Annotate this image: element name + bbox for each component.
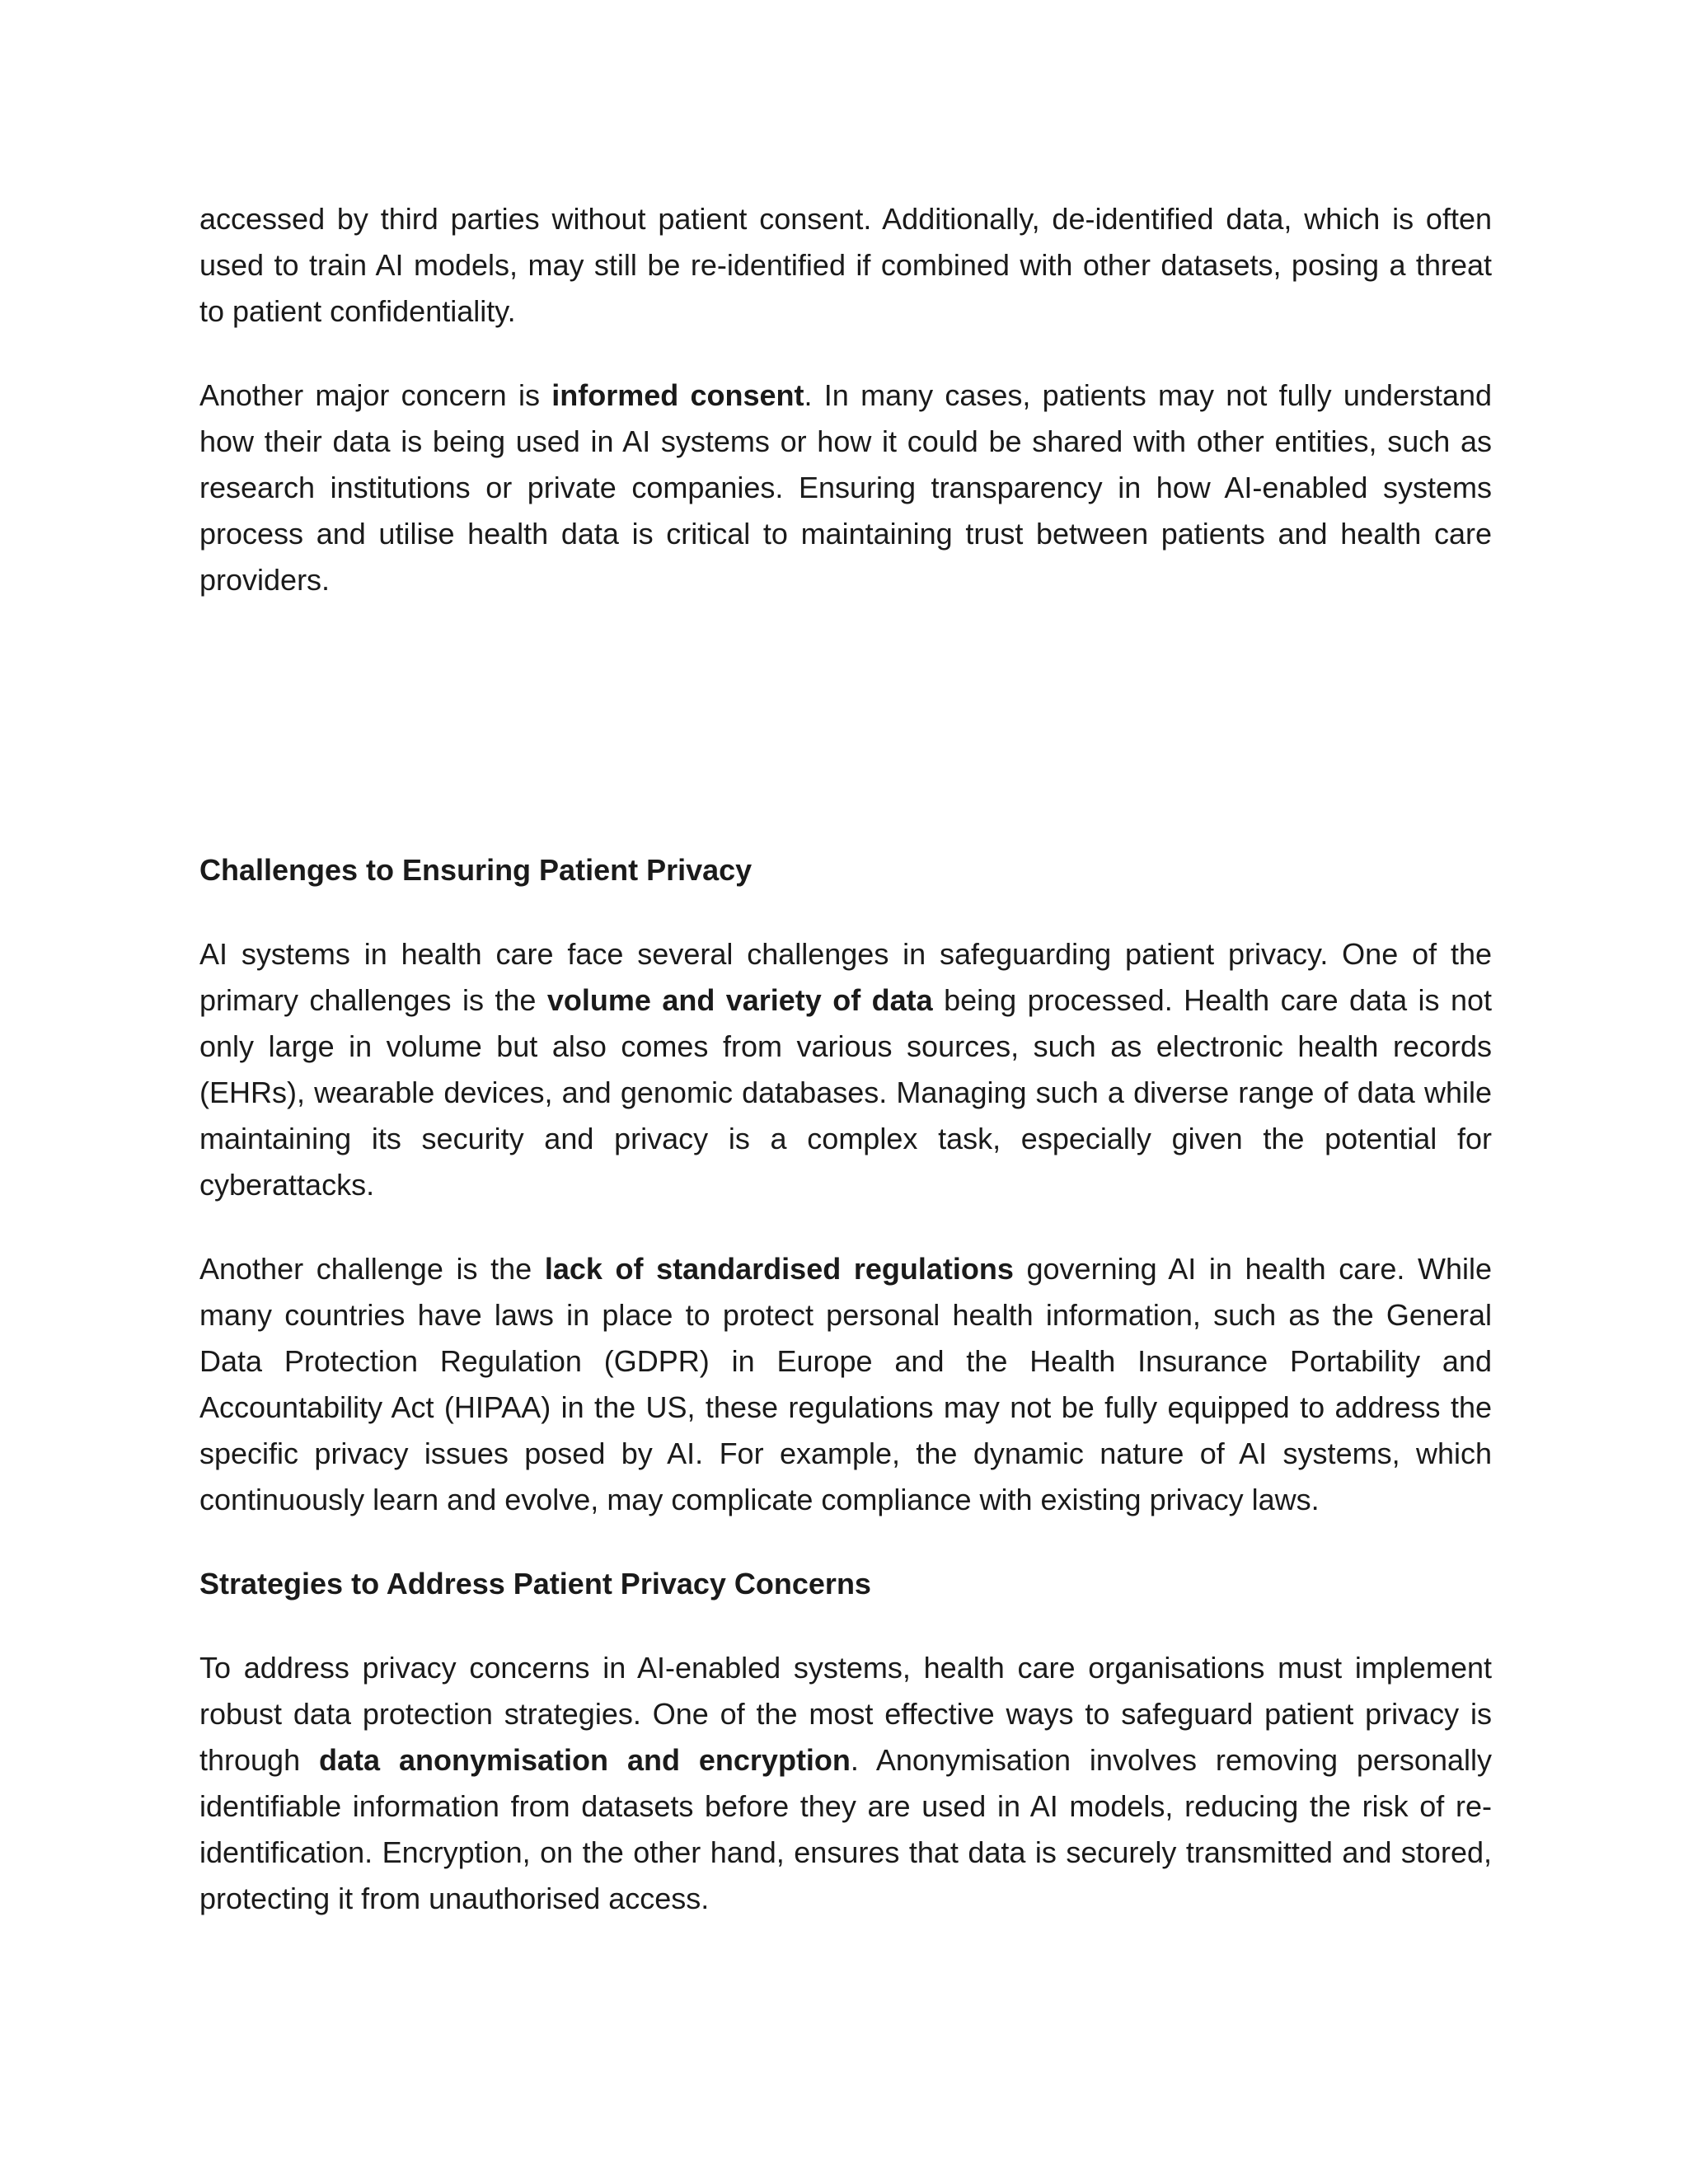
bold-term: volume and variety of data [546, 983, 933, 1017]
paragraph-regulations [199, 1246, 1492, 1523]
paragraph-anonymisation [199, 1645, 1492, 1922]
paragraph-continuation: accessed by third parties without patient consent. Additionally, de-identified data, which is often used to train AI models, may still be re-identified if combined with other datasets, posing a threat to patient confidentiality. [199, 202, 1492, 328]
paragraph-text: . Anonymisation involves removing personally identifiable information from datasets before they are used in AI models, reducing the risk of re-identification. Encryption, on the other hand, ensures that data is securely transmitted and stored, protecting it from unauthorised access. [199, 1743, 1492, 1915]
paragraph-text: . In many cases, patients may not fully understand how their data is being used in AI systems or how it could be shared with other entities, such as research institutions or private companies. Ensuring transparency in how AI-enabled systems process and utilise health data is critical to maintaining trust between patients and health care providers. [199, 378, 1493, 597]
blank-space [199, 641, 1492, 847]
paragraph-text: Another major concern is [199, 378, 552, 412]
paragraph-text: governing AI in health care. While many countries have laws in place to protect personal health information, such as the General Data Protection Regulation (GDPR) in Europe and the Health Insurance Portability and Accountability Act (HIPAA) in the US, these regulations may not be fully equipped to address the specific privacy issues posed by AI. For example, the dynamic nature of AI systems, which continuously learn and evolve, may complicate compliance with existing privacy laws. [199, 1252, 1493, 1516]
paragraph-text: AI systems in health care face several challenges in safeguarding patient privacy. One of the primary challenges is the [199, 937, 1492, 1017]
section-heading-strategies: Strategies to Address Patient Privacy Concerns [199, 1567, 871, 1601]
bold-term: data anonymisation and encryption [319, 1743, 851, 1777]
paragraph-text: To address privacy concerns in AI-enabled systems, health care organisations must implement robust data protection strategies. One of the most effective ways to safeguard patient privacy is through [199, 1651, 1492, 1777]
document-body [199, 196, 1492, 1960]
section-heading-challenges: Challenges to Ensuring Patient Privacy [199, 853, 753, 887]
paragraph-text: being processed. Health care data is not only large in volume but also comes from various sources, such as electronic health records (EHRs), wearable devices, and genomic databases. Managing such a diverse range of data while maintaining its security and privacy is a complex task, especially given the potential for cyberattacks. [199, 983, 1492, 1202]
paragraph-text: Another challenge is the [199, 1252, 545, 1286]
bold-term: informed consent [551, 378, 804, 412]
paragraph-volume-variety [199, 931, 1492, 1208]
paragraph-informed-consent [199, 373, 1492, 603]
bold-term: lack of standardised regulations [544, 1252, 1014, 1286]
